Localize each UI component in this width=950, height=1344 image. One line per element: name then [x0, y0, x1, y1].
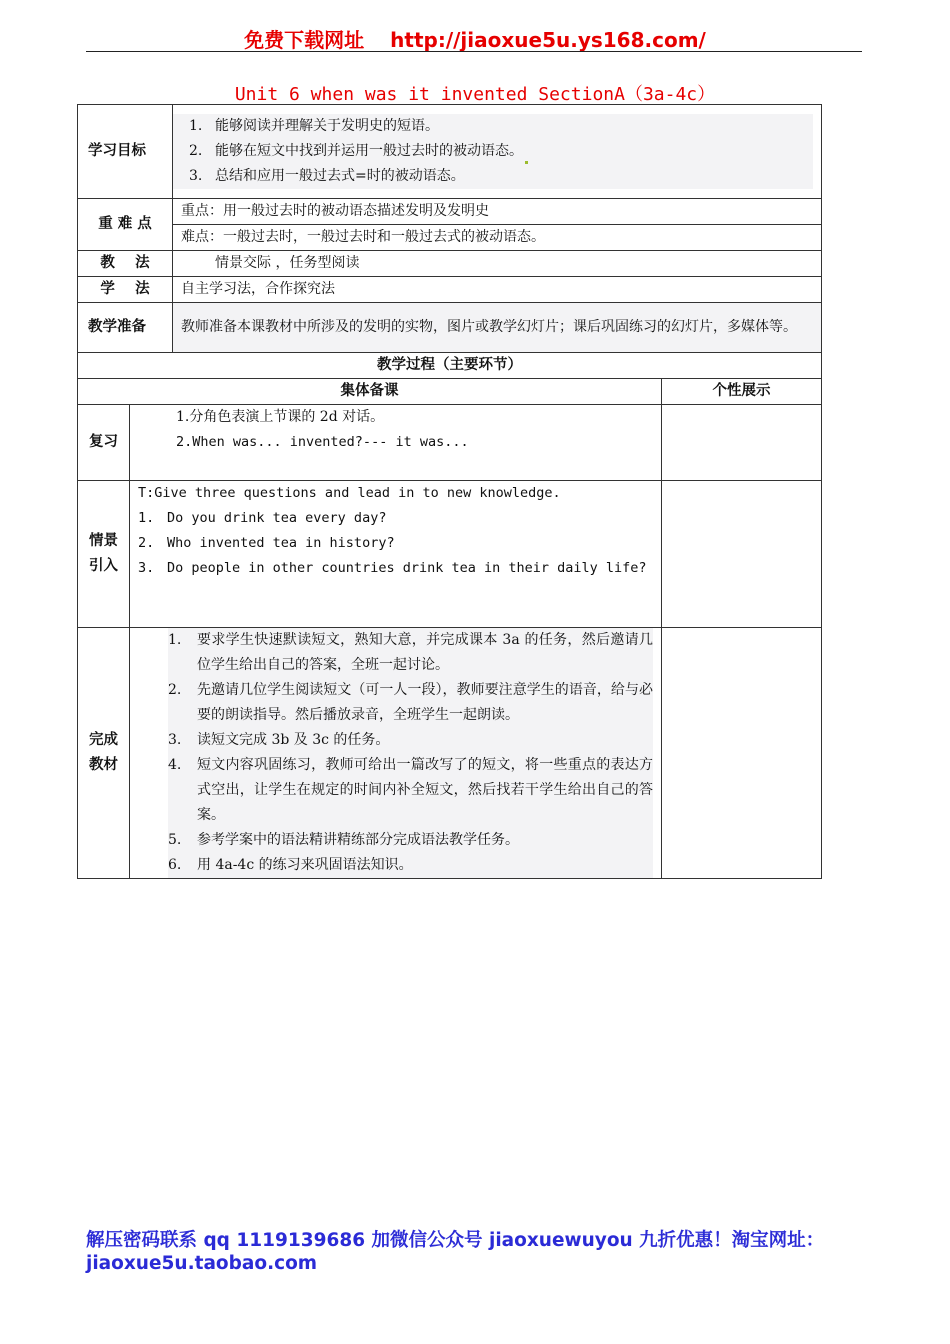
download-header [0, 24, 950, 53]
list-item: 2. 能够在短文中找到并运用一般过去时的被动语态。 [215, 139, 813, 164]
review-line-1: 1.分角色表演上节课的 2d 对话。 [176, 409, 385, 425]
list-item: 3. Do people in other countries drink tea in their daily life? [138, 560, 647, 576]
objectives-row [78, 105, 822, 199]
list-item: 2. 先邀请几位学生阅读短文（可一人一段），教师要注意学生的语音，给与必要的朗读指导。然后播放录音，全班学生一起朗读。 [168, 682, 653, 723]
header-divider [86, 51, 862, 52]
process-heading-row [78, 353, 822, 379]
intro-row [78, 481, 822, 628]
teaching-method-row [78, 251, 822, 277]
process-heading: 教学过程（主要环节） [78, 353, 822, 379]
preparation-row [78, 303, 822, 353]
download-label: 免费下载网址 [244, 28, 365, 52]
list-item: 6. 用 4a-4c 的练习来巩固语法知识。 [168, 857, 413, 873]
teaching-method-text: 情景交际 ，任务型阅读 [173, 251, 822, 277]
review-line-2: 2.When was... invented?--- it was... [176, 434, 469, 450]
difficulty-row [78, 225, 822, 251]
focus-row [78, 199, 822, 225]
teaching-method-label: 教 法 [78, 251, 173, 277]
list-item: 4. 短文内容巩固练习，教师可给出一篇改写了的短文，将一些重点的表达方式空出，让学生在规定的时间内补全短文，然后找若干学生给出自己的答案。 [168, 757, 653, 823]
objectives-label: 学习目标 [78, 105, 173, 199]
list-item: 1. Do you drink tea every day? [138, 510, 387, 526]
page-title: Unit 6 when was it invented SectionA（3a-4c） [234, 84, 716, 105]
textbook-personal-cell [662, 628, 822, 879]
intro-label: 情景 引入 [78, 481, 130, 628]
intro-personal-cell [662, 481, 822, 628]
list-item: 3. 读短文完成 3b 及 3c 的任务。 [168, 732, 390, 748]
intro-questions [138, 506, 653, 581]
review-personal-cell [662, 405, 822, 481]
list-item: 2. Who invented tea in history? [138, 535, 395, 551]
review-row [78, 405, 822, 481]
textbook-steps [168, 628, 653, 878]
intro-lead: T:Give three questions and lead in to new knowledge. [138, 485, 561, 501]
learning-method-label: 学 法 [78, 277, 173, 303]
footer-contact: 解压密码联系 qq 1119139686 加微信公众号 jiaoxuewuyou 九折优惠！淘宝网址：jiaoxue5u.taobao.com [86, 1230, 825, 1274]
review-label: 复习 [78, 405, 130, 481]
personal-header: 个性展示 [662, 379, 822, 405]
collective-header: 集体备课 [78, 379, 662, 405]
list-item: 1. 要求学生快速默读短文，熟知大意，并完成课本 3a 的任务，然后邀请几位学生给出自己的答案，全班一起讨论。 [168, 632, 653, 673]
lesson-plan-table [77, 104, 822, 879]
key-points-label: 重 难 点 [78, 199, 173, 251]
preparation-label: 教学准备 [78, 303, 173, 353]
textbook-label: 完成 教材 [78, 628, 130, 879]
process-columns-row [78, 379, 822, 405]
list-item: 3. 总结和应用一般过去式=时的被动语态。 [189, 168, 465, 184]
list-item: 5. 参考学案中的语法精讲精练部分完成语法教学任务。 [168, 832, 519, 848]
learning-method-text: 自主学习法，合作探究法 [173, 277, 822, 303]
objectives-list [189, 114, 813, 189]
focus-text: 重点：用一般过去时的被动语态描述发明及发明史 [173, 199, 822, 225]
download-url-link[interactable]: http://jiaoxue5u.ys168.com/ [390, 28, 706, 52]
preparation-text: 教师准备本课教材中所涉及的发明的实物，图片或教学幻灯片；课后巩固练习的幻灯片，多媒体等。 [173, 303, 822, 353]
textbook-row [78, 628, 822, 879]
list-item: 1. 能够阅读并理解关于发明史的短语。 [189, 118, 439, 134]
difficulty-text: 难点：一般过去时，一般过去时和一般过去式的被动语态。 [173, 225, 822, 251]
learning-method-row [78, 277, 822, 303]
